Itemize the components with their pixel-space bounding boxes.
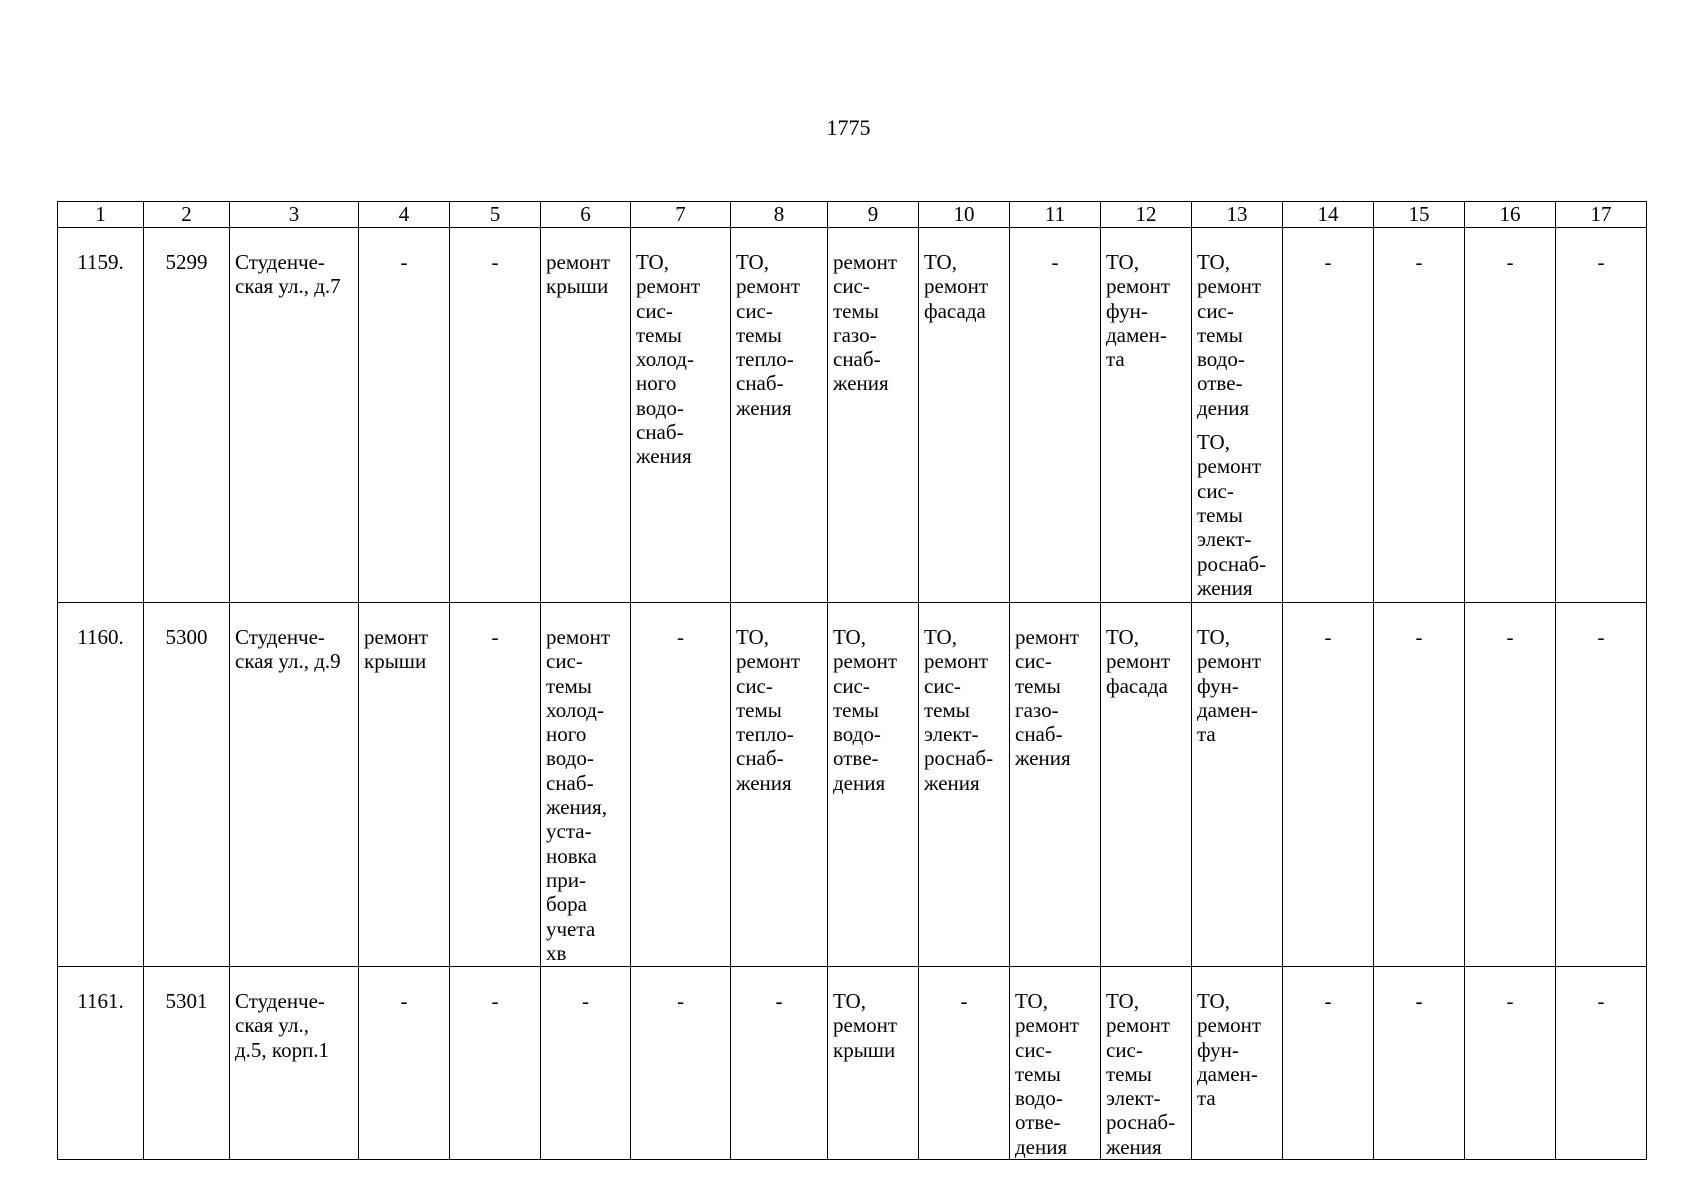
column-number-row (58, 202, 1647, 228)
work-cell (1556, 228, 1647, 603)
address-cell (230, 967, 359, 1160)
table-row (58, 603, 1647, 967)
cell-text: - (677, 625, 684, 649)
cell-text: 1159. (77, 250, 124, 274)
cell-text: ТО, ремонт сис- темы водо- отве- дения (1197, 250, 1262, 420)
work-cell (1101, 228, 1192, 603)
cell-text: ремонт сис- темы газо- снаб- жения (833, 250, 898, 396)
cell-text: - (1597, 625, 1605, 649)
column-header: 16 (1465, 202, 1556, 228)
cell-text: ремонт сис- темы газо- снаб- жения (1015, 625, 1080, 771)
work-cell (1192, 228, 1283, 603)
table-row (58, 967, 1647, 1160)
work-cell (541, 967, 631, 1160)
work-cell (1556, 603, 1647, 967)
cell-text: Студенче- ская ул., д.9 (235, 625, 341, 674)
address-cell (230, 228, 359, 603)
cell-text: - (1324, 989, 1332, 1013)
work-cell (1101, 603, 1192, 967)
cell-text: - (1051, 250, 1059, 274)
work-cell (919, 603, 1010, 967)
work-cell (1465, 603, 1556, 967)
work-cell (631, 967, 731, 1160)
work-cell (359, 967, 450, 1160)
cell-text: - (491, 989, 499, 1013)
cell-text: - (491, 625, 499, 649)
cell-text: Студенче- ская ул., д.7 (235, 250, 341, 299)
cell-text: - (775, 989, 783, 1013)
work-cell (919, 228, 1010, 603)
cell-text: - (582, 989, 589, 1013)
cell-text: ТО, ремонт сис- темы тепло- снаб- жения (736, 625, 801, 795)
column-header: 1 (58, 202, 144, 228)
column-header: 14 (1283, 202, 1374, 228)
work-cell (631, 603, 731, 967)
row-number-cell (58, 967, 144, 1160)
work-cell (1010, 967, 1101, 1160)
work-cell (450, 603, 541, 967)
cell-text: ТО, ремонт сис- темы элект- роснаб- жения (1197, 430, 1267, 600)
column-header: 15 (1374, 202, 1465, 228)
column-header: 7 (631, 202, 731, 228)
cell-text: - (1597, 989, 1605, 1013)
column-header: 13 (1192, 202, 1283, 228)
cell-text: 5301 (165, 989, 208, 1013)
work-cell (1192, 603, 1283, 967)
column-header: 5 (450, 202, 541, 228)
cell-text: 1161. (77, 989, 124, 1013)
work-cell (919, 967, 1010, 1160)
work-cell (1192, 967, 1283, 1160)
column-header: 8 (731, 202, 828, 228)
cell-text: - (1506, 989, 1514, 1013)
cell-text: 1160. (77, 625, 124, 649)
cell-text: 5299 (165, 250, 208, 274)
data-table (57, 201, 1647, 1160)
cell-text: - (1415, 989, 1423, 1013)
cell-text: - (1597, 250, 1605, 274)
work-cell (1101, 967, 1192, 1160)
cell-text: ТО, ремонт сис- темы элект- роснаб- жения (1106, 989, 1176, 1159)
cell-text: ТО, ремонт фун- дамен- та (1106, 250, 1171, 372)
table-row (58, 228, 1647, 603)
work-cell (450, 228, 541, 603)
column-header: 4 (359, 202, 450, 228)
column-header: 10 (919, 202, 1010, 228)
work-cell (1283, 967, 1374, 1160)
work-cell (359, 603, 450, 967)
column-header: 2 (144, 202, 230, 228)
cell-text: ТО, ремонт сис- темы водо- отве- дения (1015, 989, 1080, 1159)
work-cell (1374, 603, 1465, 967)
work-cell (1374, 967, 1465, 1160)
cell-text: ТО, ремонт сис- темы тепло- снаб- жения (736, 250, 801, 420)
work-cell (450, 967, 541, 1160)
cell-text: - (400, 250, 408, 274)
work-cell (1465, 967, 1556, 1160)
work-cell (731, 967, 828, 1160)
object-code-cell (144, 603, 230, 967)
column-header: 17 (1556, 202, 1647, 228)
cell-text: - (960, 989, 968, 1013)
row-number-cell (58, 603, 144, 967)
cell-text: ремонт крыши (364, 625, 429, 674)
cell-text: ТО, ремонт фун- дамен- та (1197, 625, 1262, 747)
column-header: 12 (1101, 202, 1192, 228)
cell-text: - (1415, 250, 1423, 274)
column-header: 3 (230, 202, 359, 228)
cell-text: - (1415, 625, 1423, 649)
object-code-cell (144, 228, 230, 603)
work-cell (1010, 228, 1101, 603)
work-cell (731, 228, 828, 603)
address-cell (230, 603, 359, 967)
work-cell (1010, 603, 1101, 967)
work-cell (1556, 967, 1647, 1160)
row-number-cell (58, 228, 144, 603)
object-code-cell (144, 967, 230, 1160)
cell-text: - (1506, 625, 1514, 649)
column-header: 9 (828, 202, 919, 228)
work-cell (828, 967, 919, 1160)
work-cell (1465, 228, 1556, 603)
work-cell (541, 603, 631, 967)
cell-text: - (677, 989, 684, 1013)
cell-text: ремонт сис- темы холод- ного водо- снаб- жения, уста- новка при- бора учета хв (546, 625, 611, 965)
work-cell (1283, 228, 1374, 603)
cell-text: ТО, ремонт фун- дамен- та (1197, 989, 1262, 1111)
table-body (58, 228, 1647, 1160)
cell-text: ТО, ремонт фасада (924, 250, 989, 323)
column-header: 11 (1010, 202, 1101, 228)
column-header: 6 (541, 202, 631, 228)
work-cell (1374, 228, 1465, 603)
cell-text: - (1324, 625, 1332, 649)
cell-text: - (400, 989, 408, 1013)
cell-text: ТО, ремонт сис- темы водо- отве- дения (833, 625, 898, 795)
work-cell (828, 603, 919, 967)
work-cell (1283, 603, 1374, 967)
cell-text: ТО, ремонт фасада (1106, 625, 1171, 698)
cell-text: ТО, ремонт сис- темы элект- роснаб- жения (924, 625, 994, 795)
cell-text: ТО, ремонт крыши (833, 989, 898, 1062)
cell-text: - (1324, 250, 1332, 274)
cell-text: Студенче- ская ул., д.5, корп.1 (235, 989, 330, 1062)
cell-text: - (1506, 250, 1514, 274)
work-cell (359, 228, 450, 603)
work-cell (541, 228, 631, 603)
work-cell (731, 603, 828, 967)
cell-text: ТО, ремонт сис- темы холод- ного водо- снаб- жения (636, 250, 701, 469)
page-number: 1775 (826, 115, 871, 140)
cell-text: ремонт крыши (546, 250, 611, 299)
cell-text: - (491, 250, 499, 274)
cell-text: 5300 (165, 625, 208, 649)
work-cell (828, 228, 919, 603)
work-cell (631, 228, 731, 603)
